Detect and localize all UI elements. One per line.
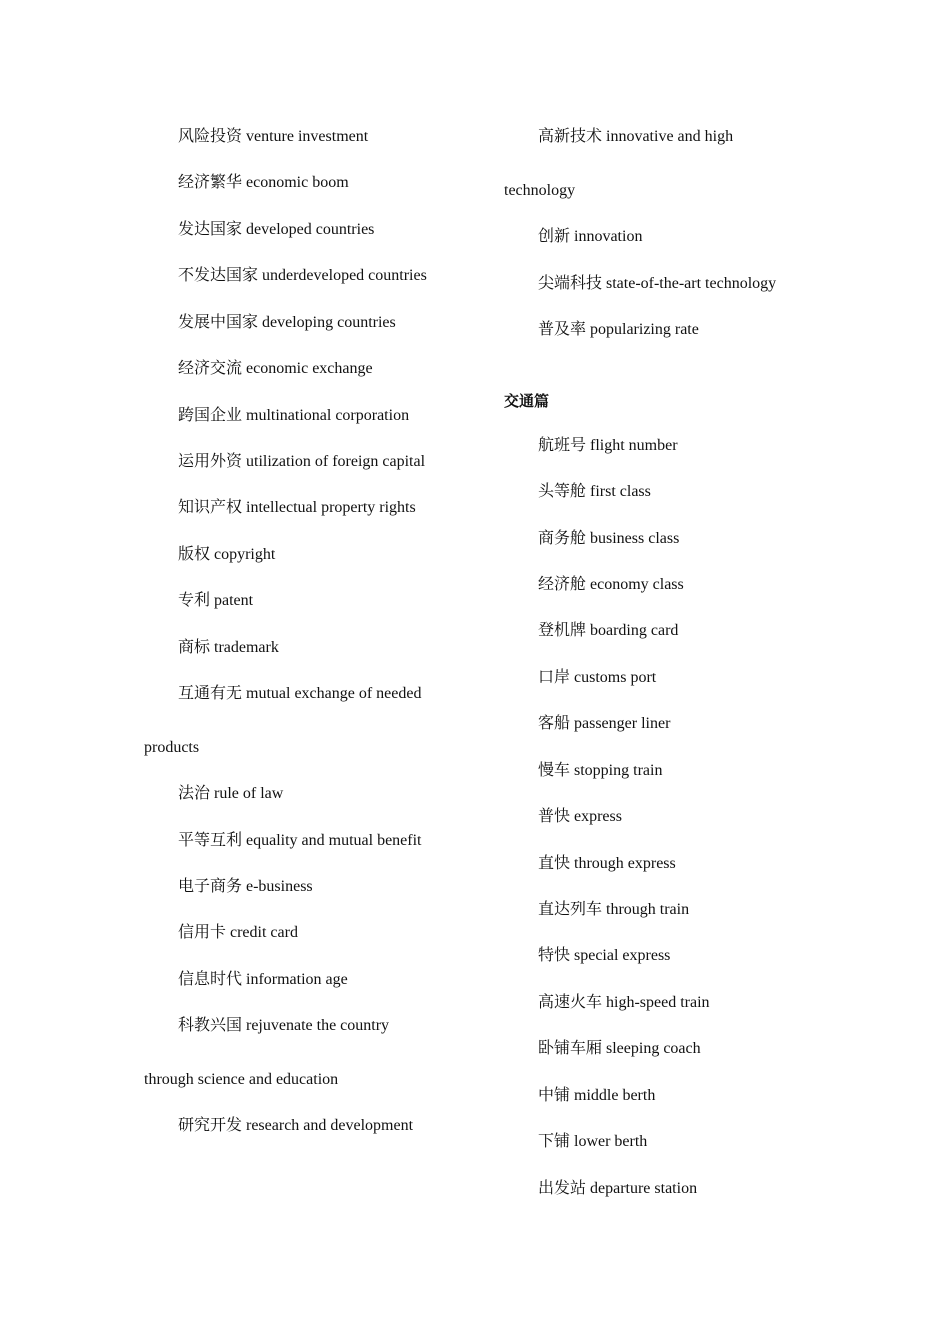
glossary-entry: 互通有无 mutual exchange of needed — [178, 685, 422, 702]
glossary-entry: 经济繁华 economic boom — [178, 174, 349, 191]
glossary-entry: 尖端科技 state-of-the-art technology — [538, 275, 777, 292]
glossary-entry: 下铺 lower berth — [538, 1133, 648, 1150]
glossary-entry: 风险投资 venture investment — [178, 128, 369, 145]
glossary-entry: 商标 trademark — [178, 639, 279, 656]
glossary-entry: 航班号 flight number — [538, 437, 678, 454]
glossary-entry: 中铺 middle berth — [538, 1087, 656, 1104]
glossary-entry: 客船 passenger liner — [538, 715, 671, 732]
glossary-entry: 卧铺车厢 sleeping coach — [538, 1040, 701, 1057]
glossary-entry: 直快 through express — [538, 855, 676, 872]
glossary-entry: 慢车 stopping train — [538, 762, 663, 779]
glossary-entry: 研究开发 research and development — [178, 1117, 414, 1134]
glossary-entry: 高速火车 high-speed train — [538, 994, 710, 1011]
glossary-entry-continuation: technology — [504, 182, 576, 199]
glossary-entry: 口岸 customs port — [538, 669, 657, 686]
glossary-entry: 创新 innovation — [538, 228, 643, 245]
glossary-entry: 登机牌 boarding card — [538, 622, 679, 639]
glossary-entry: 发展中国家 developing countries — [178, 314, 396, 331]
glossary-entry: 特快 special express — [538, 947, 671, 964]
glossary-entry: 电子商务 e-business — [178, 878, 313, 895]
glossary-entry: 版权 copyright — [178, 546, 276, 563]
glossary-entry: 法治 rule of law — [178, 785, 284, 802]
glossary-entry: 直达列车 through train — [538, 901, 690, 918]
glossary-entry-continuation: through science and education — [144, 1071, 339, 1088]
glossary-entry: 高新技术 innovative and high — [538, 128, 734, 145]
glossary-entry: 出发站 departure station — [538, 1180, 698, 1197]
glossary-entry: 科教兴国 rejuvenate the country — [178, 1017, 390, 1034]
glossary-entry: 知识产权 intellectual property rights — [178, 499, 416, 516]
glossary-entry: 运用外资 utilization of foreign capital — [178, 453, 426, 470]
section-heading: 交通篇 — [504, 392, 550, 410]
glossary-entry: 跨国企业 multinational corporation — [178, 407, 410, 424]
glossary-entry-continuation: products — [144, 739, 200, 756]
glossary-entry: 商务舱 business class — [538, 530, 680, 547]
glossary-entry: 信息时代 information age — [178, 971, 348, 988]
glossary-entry: 平等互利 equality and mutual benefit — [178, 832, 422, 849]
glossary-entry: 不发达国家 underdeveloped countries — [178, 267, 427, 284]
glossary-entry: 头等舱 first class — [538, 483, 651, 500]
glossary-entry: 普及率 popularizing rate — [538, 321, 699, 338]
glossary-entry: 信用卡 credit card — [178, 924, 298, 941]
glossary-entry: 发达国家 developed countries — [178, 221, 375, 238]
glossary-entry: 经济交流 economic exchange — [178, 360, 373, 377]
glossary-entry: 经济舱 economy class — [538, 576, 684, 593]
glossary-entry: 专利 patent — [178, 592, 254, 609]
glossary-entry: 普快 express — [538, 808, 622, 825]
